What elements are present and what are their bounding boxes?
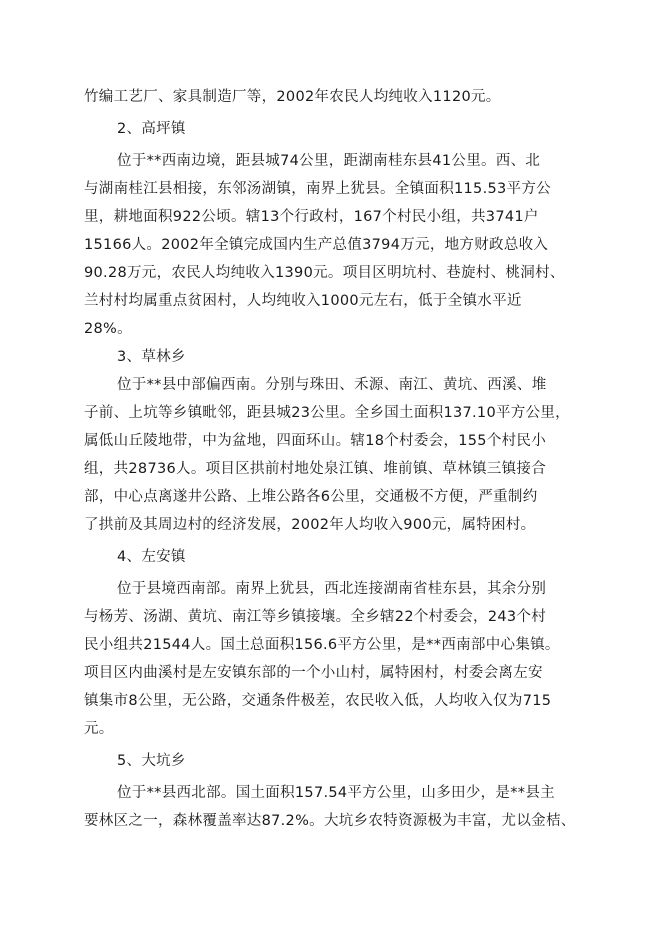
- paragraph-line: 元。: [84, 721, 114, 737]
- paragraph-line: 子前、上坑等乡镇毗邻，距县城23公里。全乡国土面积137.10平方公里，: [84, 405, 570, 421]
- paragraph-line: 位于**县西北部。国土面积157.54平方公里，山多田少，是**县主: [117, 785, 555, 801]
- paragraph-line: 里，耕地面积922公顷。辖13个行政村，167个村民小组，共3741户: [84, 209, 539, 225]
- paragraph-line: 镇集市8公里，无公路，交通条件极差，农民收入低，人均收入仅为715: [84, 693, 552, 709]
- paragraph-line: 与湖南桂江县相接，东邻汤湖镇，南界上犹县。全镇面积115.53平方公: [84, 181, 551, 197]
- paragraph-line: 位于**西南边境，距县城74公里，距湖南桂东县41公里。西、北: [117, 153, 541, 169]
- section-heading: 5、大坑乡: [117, 753, 186, 769]
- paragraph-line: 位于**县中部偏西南。分别与珠田、禾源、南江、黄坑、西溪、堆: [117, 377, 547, 393]
- paragraph-line: 15166人。2002年全镇完成国内生产总值3794万元，地方财政总收入: [84, 237, 549, 253]
- paragraph-line: 部，中心点离遂井公路、上堆公路各6公里，交通极不方便，严重制约: [84, 489, 538, 505]
- paragraph-line: 组，共28736人。项目区拱前村地处泉江镇、堆前镇、草林镇三镇接合: [84, 461, 547, 477]
- paragraph-line: 民小组共21544人。国土总面积156.6平方公里，是**西南部中心集镇。: [84, 637, 560, 653]
- paragraph-line: 了拱前及其周边村的经济发展，2002年人均收入900元，属特困村。: [84, 517, 536, 533]
- paragraph-line: 90.28万元，农民人均纯收入1390元。项目区明坑村、巷旋村、桃洞村、: [84, 265, 565, 281]
- paragraph-line: 项目区内曲溪村是左安镇东部的一个小山村，属特困村，村委会离左安: [84, 665, 543, 681]
- paragraph-line: 与杨芳、汤湖、黄坑、南江等乡镇接壤。全乡辖22个村委会，243个村: [84, 609, 547, 625]
- section-heading: 2、高坪镇: [117, 121, 186, 137]
- paragraph-line: 要林区之一，森林覆盖率达87.2%。大坑乡农特资源极为丰富，尤以金桔、: [84, 813, 576, 829]
- paragraph-line: 属低山丘陵地带，中为盆地，四面环山。辖18个村委会，155个村民小: [84, 433, 547, 449]
- paragraph-line: 竹编工艺厂、家具制造厂等，2002年农民人均纯收入1120元。: [84, 89, 501, 105]
- section-heading: 3、草林乡: [117, 349, 186, 365]
- paragraph-line: 兰村村均属重点贫困村，人均纯收入1000元左右，低于全镇水平近: [84, 293, 522, 309]
- paragraph-line: 位于县境西南部。南界上犹县，西北连接湖南省桂东县，其余分别: [117, 581, 547, 597]
- section-heading: 4、左安镇: [117, 549, 186, 565]
- paragraph-line: 28%。: [84, 321, 132, 337]
